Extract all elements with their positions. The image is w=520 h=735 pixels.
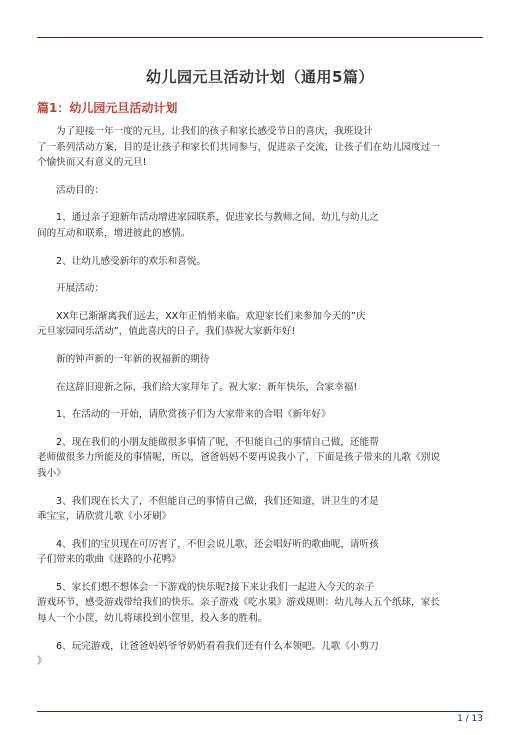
paragraph-line: 每人一个小筐，幼儿将球投到小筐里，投入多的胜利。 [37,613,268,625]
paragraph [37,309,483,340]
paragraph-line: 2、让幼儿感受新年的欢乐和喜悦。 [56,255,207,267]
paragraph-line: 游戏环节，感受游戏带给我们的快乐。亲子游戏《吃水果》游戏规则：幼儿每人五个纸球，家长 [37,597,440,609]
paragraph-line: 间的互动和联系，增进彼此的感情。 [37,227,191,239]
section-heading: 篇1：幼儿园元旦活动计划 [37,101,178,115]
paragraph-line: 1、在活动的一开始，请欣赏孩子们为大家带来的合唱《新年好》 [56,409,331,421]
paragraph [37,407,483,423]
paragraph-line: 》 [37,656,47,668]
document-title: 幼儿园元旦活动计划（通用5篇） [146,68,374,86]
paragraph-line: 在这辞旧迎新之际，我们给大家拜年了。祝大家：新年快乐，合家幸福! [56,381,358,393]
paragraph [37,210,483,241]
paragraph-line: 个愉快而又有意义的元旦! [37,157,147,169]
paragraph [37,352,483,368]
paragraph-line: 6、玩完游戏，让爸爸妈妈爷爷奶奶看看我们还有什么本领吧。儿歌《小剪刀 [56,640,379,652]
paragraph [37,254,483,270]
paragraph [37,380,483,396]
paragraph [37,281,483,297]
paragraph-line: 元旦家园同乐活动”，值此喜庆的日子，我们恭祝大家新年好! [37,326,296,338]
paragraph-line: 为了迎接一年一度的元旦，让我们的孩子和家长感受节日的喜庆，我班设计 [56,126,373,137]
paragraph [37,183,483,199]
paragraph-line: XX年已渐渐离我们远去，XX年正悄悄来临。欢迎家长们来参加今天的”庆 [56,310,366,322]
header-rule [37,37,483,38]
footer-rule [37,711,483,712]
paragraph-line: 了一系列活动方案，目的是让孩子和家长们共同参与，促进亲子交流，让孩子们在幼儿园度过一 [37,141,440,153]
document-body [37,124,483,682]
paragraph-line: 4、我们的宝贝现在可厉害了，不但会说儿歌，还会唱好听的歌曲呢，请听孩 [56,538,379,550]
paragraph [37,537,483,568]
paragraph-line: 2、现在我们的小朋友能做很多事情了呢，不但能自己的事情自己做，还能帮 [56,436,379,448]
paragraph-line: 新的钟声新的一年新的祝福新的期待 [56,353,210,365]
paragraph-line: 3、我们现在长大了，不但能自己的事情自己做，我们还知道，讲卫生的才是 [56,495,379,507]
paragraph [37,435,483,482]
paragraph [37,580,483,627]
paragraph-line: 老师做很多力所能及的事情呢，所以，爸爸妈妈不要再说我小了，下面是孩子带来的儿歌《别说 [37,452,440,464]
paragraph-line: 活动目的： [56,184,104,196]
paragraph-line: 我小》 [37,467,66,479]
paragraph-line: 乖宝宝，请欣赏儿歌《小牙刷》 [37,511,172,523]
paragraph [37,494,483,525]
paragraph [37,639,483,670]
page-number: 1 / 13 [457,714,483,724]
paragraph [37,124,483,171]
paragraph-line: 1、通过亲子迎新年活动增进家园联系，促进家长与教师之间、幼儿与幼儿之 [56,212,379,224]
paragraph-line: 子们带来的歌曲《迷路的小花鸭》 [37,554,181,566]
paragraph-line: 开展活动： [56,283,104,295]
paragraph-line: 5、家长们想不想体会一下游戏的快乐呢?接下来让我们一起进入今天的亲子 [56,581,375,593]
